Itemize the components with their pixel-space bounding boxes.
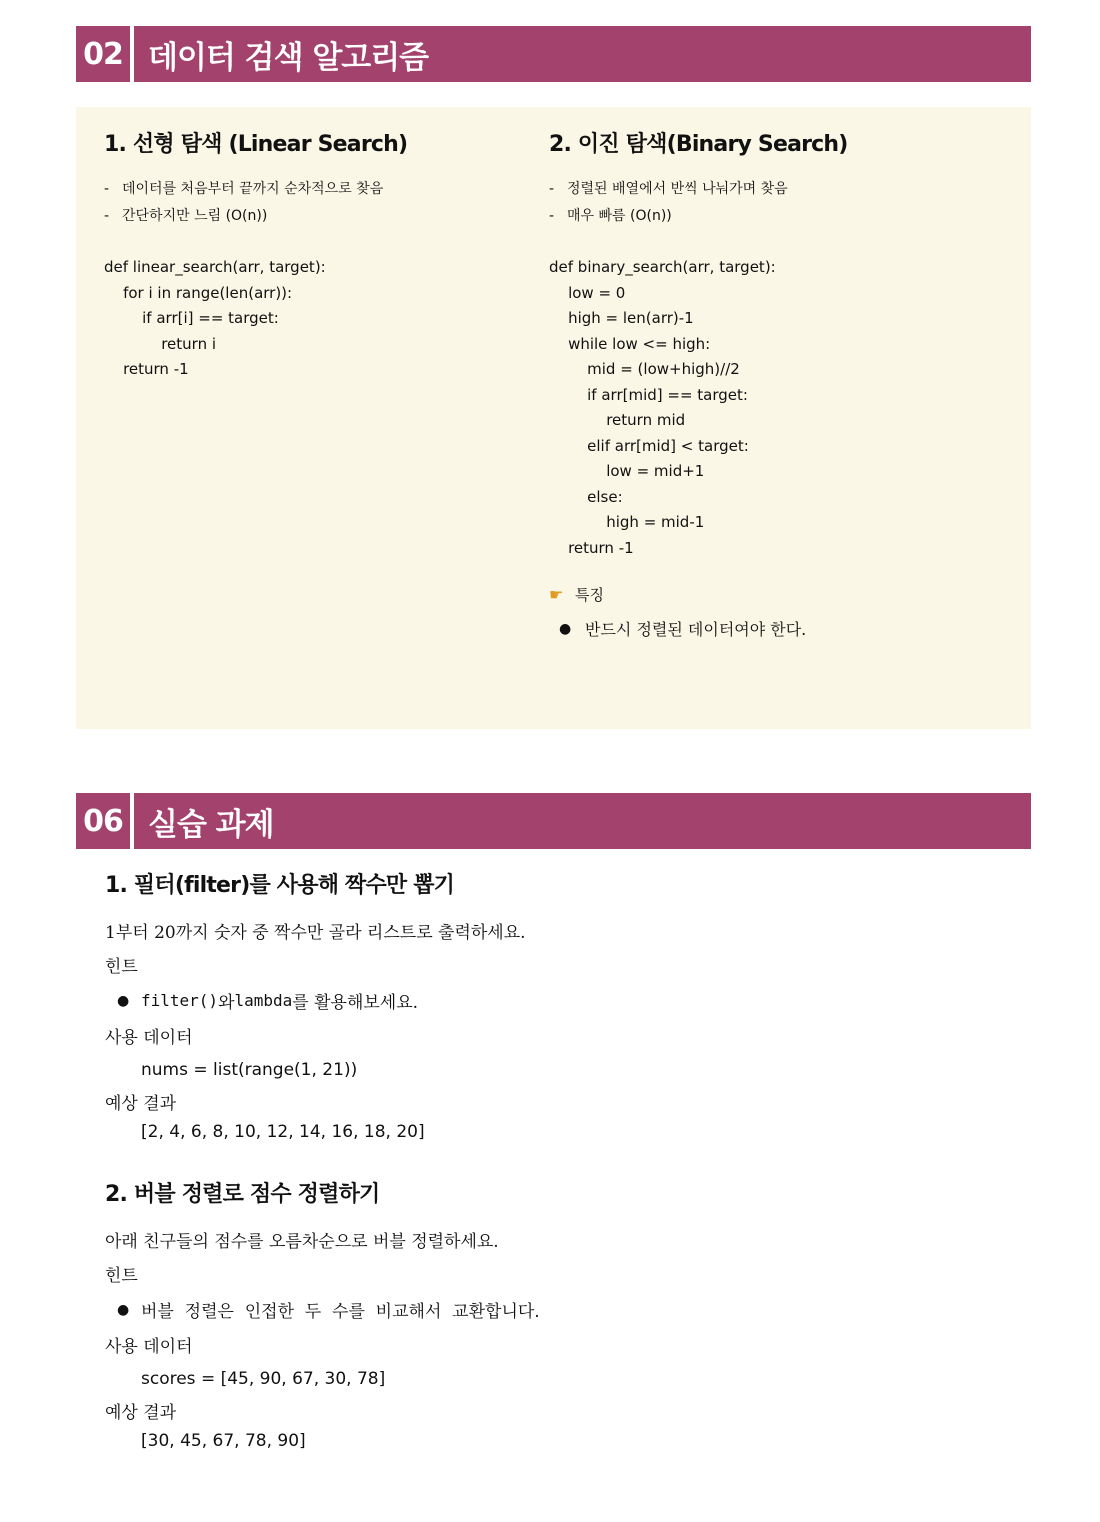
task-1-description: 1부터 20까지 숫자 중 짝수만 골라 리스트로 출력하세요.: [105, 923, 526, 943]
hint-text: 를 활용해보세요.: [292, 993, 419, 1013]
code-line: low = 0: [549, 283, 626, 302]
feature-text: 반드시 정렬된 데이터여야 한다.: [585, 620, 807, 639]
linear-search-column: [104, 127, 524, 383]
section-number: 02: [83, 36, 123, 72]
task-2-description: 아래 친구들의 점수를 오름차순으로 버블 정렬하세요.: [105, 1232, 499, 1252]
code-line: for i in range(len(arr)):: [104, 283, 293, 302]
code-line: return mid: [549, 411, 686, 429]
section-06-banner: [76, 793, 1031, 849]
code-line: return i: [104, 334, 217, 353]
code-line: else:: [549, 487, 623, 506]
bullet-icon: ●: [117, 992, 130, 1009]
data-code: nums = list(range(1, 21)): [141, 1060, 358, 1080]
code-line: def binary_search(arr, target):: [549, 258, 776, 276]
code-line: while low <= high:: [549, 334, 711, 353]
expected-result: [30, 45, 67, 78, 90]: [141, 1431, 306, 1451]
binary-search-heading: 2. 이진 탐색(Binary Search): [549, 132, 848, 157]
code-line: elif arr[mid] < target:: [549, 436, 749, 455]
expected-result: [2, 4, 6, 8, 10, 12, 14, 16, 18, 20]: [141, 1122, 425, 1142]
list-item: [549, 617, 969, 640]
code-line: low = mid+1: [549, 462, 705, 480]
hint-code: filter(): [141, 991, 219, 1010]
feature-label: 특징: [575, 586, 604, 604]
code-line: return -1: [549, 538, 634, 557]
list-item: - 간단하지만 느림 (O(n)): [104, 208, 268, 224]
code-line: high = len(arr)-1: [549, 309, 694, 327]
list-item: - 매우 빠름 (O(n)): [549, 208, 672, 224]
code-line: mid = (low+high)//2: [549, 360, 740, 378]
data-label: 사용 데이터: [105, 1028, 193, 1048]
task-2-heading: 2. 버블 정렬로 점수 정렬하기: [105, 1182, 380, 1207]
hint-label: 힌트: [105, 957, 138, 977]
code-line: return -1: [104, 360, 189, 378]
code-line: if arr[i] == target:: [104, 309, 279, 327]
hint-text: 와: [218, 993, 235, 1013]
linear-search-code: [104, 255, 524, 383]
linear-search-heading: 1. 선형 탐색 (Linear Search): [104, 132, 408, 157]
code-line: if arr[mid] == target:: [549, 385, 748, 404]
hint-label: 힌트: [105, 1266, 138, 1286]
bullet-icon: ●: [117, 1301, 130, 1318]
bullet-icon: ●: [559, 620, 572, 637]
list-item: [105, 1297, 540, 1322]
data-code: scores = [45, 90, 67, 30, 78]: [141, 1369, 386, 1389]
binary-search-code: [549, 255, 969, 561]
section-number: 06: [83, 803, 123, 839]
section-02-banner: [76, 26, 1031, 82]
code-line: high = mid-1: [549, 513, 705, 531]
feature-label-row: [549, 583, 969, 607]
hint-text: 버블 정렬은 인접한 두 수를 비교해서 교환합니다.: [141, 1302, 540, 1322]
result-label: 예상 결과: [105, 1403, 177, 1423]
list-item: - 데이터를 처음부터 끝까지 순차적으로 찾음: [104, 181, 384, 197]
list-item: - 정렬된 배열에서 반씩 나눠가며 찾음: [549, 181, 788, 197]
task-1-heading: 1. 필터(filter)를 사용해 짝수만 뽑기: [105, 873, 455, 898]
list-item: [105, 988, 418, 1013]
hint-code: lambda: [234, 991, 293, 1010]
section-title: 데이터 검색 알고리즘: [148, 39, 429, 76]
binary-search-column: [549, 127, 969, 640]
code-line: def linear_search(arr, target):: [104, 258, 326, 276]
section-title: 실습 과제: [148, 806, 274, 843]
search-algorithms-box: [76, 107, 1031, 729]
result-label: 예상 결과: [105, 1094, 177, 1114]
pointing-hand-icon: ☛: [549, 585, 564, 604]
data-label: 사용 데이터: [105, 1337, 193, 1357]
